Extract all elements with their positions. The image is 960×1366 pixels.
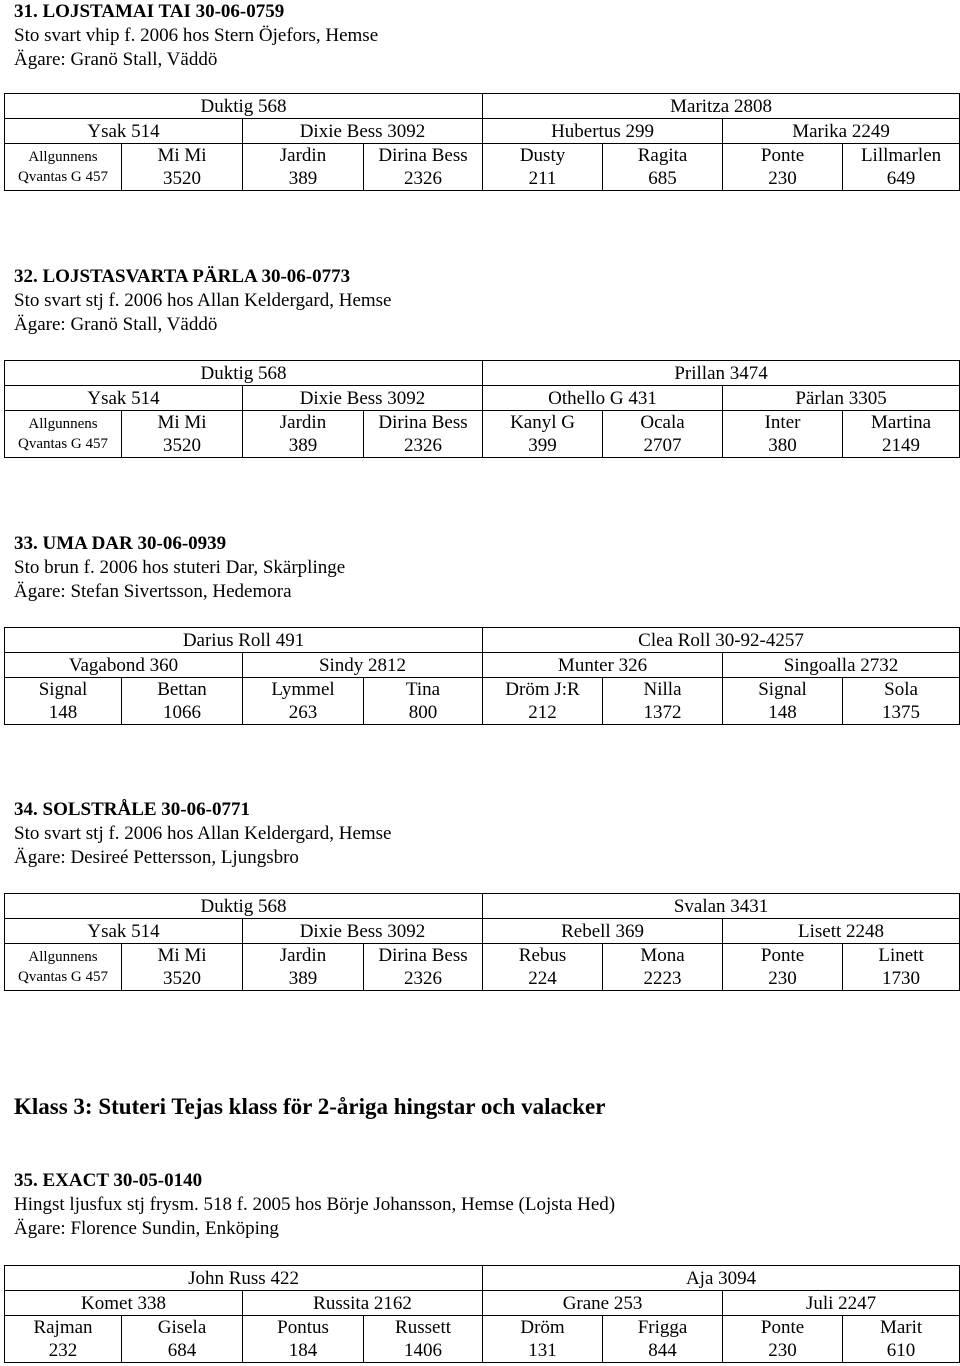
great-grandparent-cell [364, 944, 483, 991]
grandparent-cell: Sindy 2812 [243, 653, 483, 678]
horse-title: 32. LOJSTASVARTA PÄRLA 30-06-0773 [14, 266, 351, 287]
ancestor-number: 800 [408, 702, 438, 723]
ancestor-name: Sola [884, 679, 918, 700]
ancestor-number: 399 [528, 435, 557, 456]
class-heading: Klass 3: Stuteri Tejas klass för 2-åriga hingstar och valacker [14, 1094, 606, 1119]
horse-entry-header [14, 1169, 960, 1241]
ancestor-number: 685 [648, 168, 677, 189]
ancestor-name: Signal [38, 679, 88, 700]
ancestor-number: 232 [48, 1340, 78, 1361]
great-grandparent-cell [243, 944, 364, 991]
ancestor-number: 844 [648, 1340, 677, 1361]
grandparent-cell: Dixie Bess 3092 [243, 119, 483, 144]
great-grandparent-cell [723, 1316, 843, 1363]
ancestor-number: 610 [886, 1340, 916, 1361]
ancestor-name: Dirina Bess [378, 145, 468, 166]
ancestor-number: Qvantas G 457 [18, 969, 108, 985]
ancestor-number: 1730 [882, 968, 921, 989]
ancestor-number: 230 [768, 1340, 797, 1361]
great-grandparent-cell [483, 1316, 603, 1363]
grandparent-cell: Komet 338 [5, 1291, 243, 1316]
ancestor-number: 2326 [404, 168, 443, 189]
great-grandparent-cell [364, 1316, 483, 1363]
ancestor-name: Ponte [760, 145, 805, 166]
dam-cell: Maritza 2808 [483, 94, 960, 119]
ancestor-number: 212 [528, 702, 557, 723]
horse-description: Sto brun f. 2006 hos stuteri Dar, Skärplinge [14, 557, 346, 578]
great-grandparent-cell [843, 678, 960, 725]
ancestor-number: 1372 [643, 702, 682, 723]
horse-entry-header [14, 798, 960, 870]
horse-description: Hingst ljusfux stj frysm. 518 f. 2005 hos Börje Johansson, Hemse (Lojsta Hed) [14, 1194, 616, 1215]
great-grandparent-cell [723, 144, 843, 191]
grandparent-cell: Singoalla 2732 [723, 653, 960, 678]
dam-cell: Aja 3094 [483, 1266, 960, 1291]
ancestor-name: Gisela [157, 1317, 207, 1338]
ancestor-number: 263 [288, 702, 318, 723]
pedigree-table [4, 1265, 960, 1363]
great-grandparent-cell [122, 411, 243, 458]
ancestor-number: 148 [48, 702, 78, 723]
ancestor-name: Pontus [277, 1317, 329, 1338]
grandparent-cell: Marika 2249 [723, 119, 960, 144]
ancestor-name: Allgunnens [28, 949, 98, 965]
ancestor-name: Rebus [518, 945, 567, 966]
ancestor-number: 2149 [882, 435, 921, 456]
ancestor-name: Mi Mi [157, 412, 207, 433]
sire-cell: Darius Roll 491 [5, 628, 483, 653]
great-grandparent-cell [5, 1316, 122, 1363]
horse-entry-header [14, 532, 960, 604]
grandparent-cell: Pärlan 3305 [723, 386, 960, 411]
horse-entry-header [14, 0, 960, 72]
great-grandparent-cell [243, 1316, 364, 1363]
dam-cell: Clea Roll 30-92-4257 [483, 628, 960, 653]
ancestor-number: 1406 [404, 1340, 443, 1361]
great-grandparent-cell [243, 678, 364, 725]
great-grandparent-cell [122, 944, 243, 991]
great-grandparent-cell [723, 944, 843, 991]
great-grandparent-cell [483, 678, 603, 725]
ancestor-number: 380 [768, 435, 797, 456]
great-grandparent-cell [243, 144, 364, 191]
horse-owner: Ägare: Desireé Pettersson, Ljungsbro [14, 847, 299, 868]
ancestor-name: Dröm J:R [505, 679, 580, 700]
ancestor-name: Ocala [640, 412, 685, 433]
horse-owner: Ägare: Granö Stall, Väddö [14, 314, 218, 335]
ancestor-name: Tina [405, 679, 441, 700]
great-grandparent-cell [723, 411, 843, 458]
ancestor-number: 224 [528, 968, 557, 989]
horse-description: Sto svart vhip f. 2006 hos Stern Öjefors, Hemse [14, 25, 379, 46]
horse-owner: Ägare: Granö Stall, Väddö [14, 49, 218, 70]
grandparent-cell: Ysak 514 [5, 119, 243, 144]
sire-cell: John Russ 422 [5, 1266, 483, 1291]
ancestor-name: Inter [764, 412, 801, 433]
great-grandparent-cell [603, 411, 723, 458]
ancestor-number: 230 [768, 168, 797, 189]
ancestor-name: Marit [879, 1317, 923, 1338]
ancestor-number: Qvantas G 457 [18, 436, 108, 452]
ancestor-name: Russett [395, 1317, 451, 1338]
ancestor-name: Kanyl G [510, 412, 575, 433]
sire-cell: Duktig 568 [5, 94, 483, 119]
ancestor-number: 649 [886, 168, 916, 189]
great-grandparent-cell [603, 144, 723, 191]
ancestor-name: Dröm [520, 1317, 565, 1338]
ancestor-number: 2707 [643, 435, 682, 456]
great-grandparent-cell [122, 1316, 243, 1363]
great-grandparent-cell [5, 678, 122, 725]
horse-title: 33. UMA DAR 30-06-0939 [14, 533, 227, 554]
ancestor-number: 1066 [163, 702, 201, 723]
great-grandparent-cell [603, 1316, 723, 1363]
ancestor-number: 148 [768, 702, 797, 723]
ancestor-number: 131 [528, 1340, 557, 1361]
great-grandparent-cell [843, 144, 960, 191]
grandparent-cell: Juli 2247 [723, 1291, 960, 1316]
ancestor-name: Frigga [637, 1317, 688, 1338]
horse-title: 35. EXACT 30-05-0140 [14, 1170, 203, 1191]
ancestor-name: Dirina Bess [378, 412, 468, 433]
horse-title: 34. SOLSTRÅLE 30-06-0771 [14, 799, 250, 820]
sire-cell: Duktig 568 [5, 361, 483, 386]
grandparent-cell: Dixie Bess 3092 [243, 919, 483, 944]
grandparent-cell: Hubertus 299 [483, 119, 723, 144]
ancestor-name: Mi Mi [157, 945, 207, 966]
great-grandparent-cell [122, 678, 243, 725]
grandparent-cell: Ysak 514 [5, 919, 243, 944]
great-grandparent-cell [723, 678, 843, 725]
ancestor-name: Lymmel [271, 679, 335, 700]
ancestor-number: 1375 [882, 702, 921, 723]
ancestor-number: 2326 [404, 435, 443, 456]
grandparent-cell: Grane 253 [483, 1291, 723, 1316]
grandparent-cell: Vagabond 360 [5, 653, 243, 678]
ancestor-number: 2326 [404, 968, 443, 989]
dam-cell: Prillan 3474 [483, 361, 960, 386]
grandparent-cell: Russita 2162 [243, 1291, 483, 1316]
ancestor-name: Ragita [637, 145, 688, 166]
ancestor-name: Linett [878, 945, 924, 966]
ancestor-name: Dusty [519, 145, 566, 166]
pedigree-table [4, 93, 960, 191]
ancestor-name: Martina [870, 412, 932, 433]
ancestor-name: Bettan [157, 679, 207, 700]
ancestor-name: Signal [758, 679, 807, 700]
ancestor-number: 684 [167, 1340, 197, 1361]
great-grandparent-cell [5, 944, 122, 991]
great-grandparent-cell [364, 144, 483, 191]
horse-owner: Ägare: Florence Sundin, Enköping [14, 1218, 279, 1239]
pedigree-table [4, 360, 960, 458]
horse-entry-header [14, 265, 960, 337]
ancestor-number: Qvantas G 457 [18, 169, 108, 185]
ancestor-name: Nilla [643, 679, 682, 700]
great-grandparent-cell [5, 411, 122, 458]
grandparent-cell: Rebell 369 [483, 919, 723, 944]
great-grandparent-cell [603, 678, 723, 725]
pedigree-table [4, 627, 960, 725]
ancestor-number: 389 [288, 168, 318, 189]
horse-description: Sto svart stj f. 2006 hos Allan Keldergard, Hemse [14, 290, 392, 311]
ancestor-name: Allgunnens [28, 149, 98, 165]
ancestor-name: Jardin [279, 412, 327, 433]
great-grandparent-cell [843, 944, 960, 991]
horse-description: Sto svart stj f. 2006 hos Allan Keldergard, Hemse [14, 823, 392, 844]
ancestor-name: Lillmarlen [860, 145, 942, 166]
ancestor-number: 211 [528, 168, 557, 189]
grandparent-cell: Munter 326 [483, 653, 723, 678]
grandparent-cell: Lisett 2248 [723, 919, 960, 944]
ancestor-number: 3520 [163, 435, 201, 456]
great-grandparent-cell [483, 944, 603, 991]
great-grandparent-cell [843, 1316, 960, 1363]
great-grandparent-cell [483, 144, 603, 191]
grandparent-cell: Ysak 514 [5, 386, 243, 411]
great-grandparent-cell [843, 411, 960, 458]
sire-cell: Duktig 568 [5, 894, 483, 919]
ancestor-number: 389 [288, 968, 318, 989]
ancestor-number: 230 [768, 968, 797, 989]
great-grandparent-cell [364, 411, 483, 458]
great-grandparent-cell [243, 411, 364, 458]
pedigree-table [4, 893, 960, 991]
dam-cell: Svalan 3431 [483, 894, 960, 919]
ancestor-number: 2223 [643, 968, 682, 989]
ancestor-name: Rajman [33, 1317, 93, 1338]
great-grandparent-cell [603, 944, 723, 991]
ancestor-name: Ponte [760, 1317, 805, 1338]
ancestor-number: 184 [288, 1340, 318, 1361]
horse-owner: Ägare: Stefan Sivertsson, Hedemora [14, 581, 292, 602]
grandparent-cell: Dixie Bess 3092 [243, 386, 483, 411]
great-grandparent-cell [122, 144, 243, 191]
great-grandparent-cell [5, 144, 122, 191]
ancestor-name: Allgunnens [28, 416, 98, 432]
grandparent-cell: Othello G 431 [483, 386, 723, 411]
ancestor-name: Jardin [279, 145, 327, 166]
great-grandparent-cell [364, 678, 483, 725]
horse-title: 31. LOJSTAMAI TAI 30-06-0759 [14, 1, 285, 22]
ancestor-name: Jardin [279, 945, 327, 966]
ancestor-name: Mona [640, 945, 685, 966]
ancestor-name: Ponte [760, 945, 805, 966]
ancestor-name: Dirina Bess [378, 945, 468, 966]
great-grandparent-cell [483, 411, 603, 458]
ancestor-name: Mi Mi [157, 145, 207, 166]
ancestor-number: 3520 [163, 168, 201, 189]
ancestor-number: 389 [288, 435, 318, 456]
ancestor-number: 3520 [163, 968, 201, 989]
